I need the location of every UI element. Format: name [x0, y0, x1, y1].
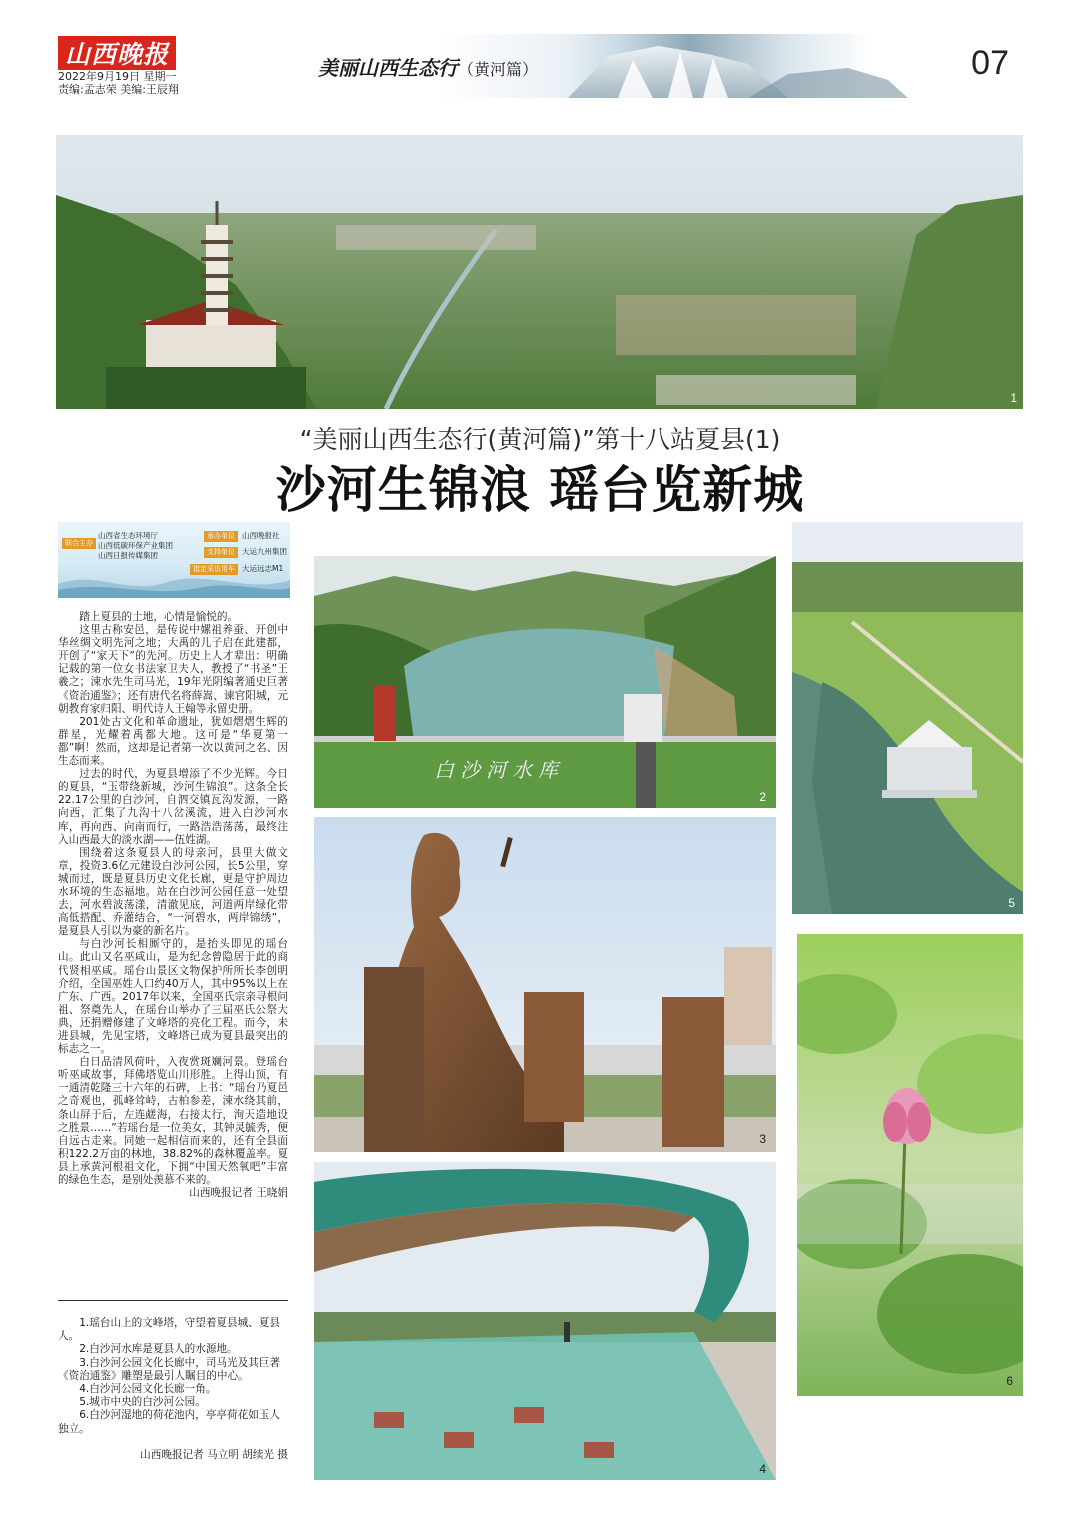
article-paragraph: 过去的时代，为夏县增添了不少光辉。今日的夏县，“玉带绕新城，沙河生锦浪”。这条全长22.17公里的白沙河，自泗交镇瓦沟发源，一路向西，汇集了九沟十八岔溪流，进入白沙河水库，再向西、向南而行，一路浩浩荡荡，最终注入山西最大的淡水湖——伍姓湖。: [58, 768, 288, 846]
newspaper-logo: 山西晚报: [58, 36, 176, 70]
article-paragraph: 白日品清风荷叶，入夜赏斑斓河景。登瑶台听巫咸故事，拜佛塔览山川形胜。上得山顶，有一通清乾隆三十六年的石碑，上书：“瑶台乃夏邑之奇观也，孤峰耸峙，古柏参差，涑水绕其前，条山屏于后，左连鹾海，右接太行，洵天造地设之胜景……”若瑶台是一位美女，其钟灵毓秀，便自远古走来。同她一起相信而来的，还有全县面积122.2万亩的林地，38.82%的森林覆盖率。夏县上承黄河根祖文化，下拥“中国天然氧吧”丰富的绿色生态，是别处羡慕不来的。: [58, 1056, 288, 1187]
organizer-3: 山西日报传媒集团: [98, 551, 158, 560]
article-paragraph: 201处古文化和革命遗址，犹如熠熠生辉的群星，光耀着禹都大地。这可是“华夏第一都”啊！然而，这却是记者第一次以黄河之名、因生态而来。: [58, 715, 288, 768]
article-paragraph: 与白沙河长相厮守的，是抬头即见的瑶台山。此山又名巫咸山，是为纪念曾隐居于此的商代贤相巫咸。瑶台山景区文物保护所所长李创明介绍，全国巫姓人口约40万人，其中95%以上在广东、广西。2017年以来，全国巫氏宗亲寻根问祖、祭奠先人，在瑶台山举办了三届巫氏公祭大典，还捐赠修建了文峰塔的亮化工程。而今，未进县城，先见宝塔，文峰塔已成为夏县最突出的标志之一。: [58, 938, 288, 1056]
host-tag: 承办单位: [204, 531, 238, 542]
organizers-tag: 联合主办: [62, 538, 96, 549]
photo-4-arch-sculpture: [314, 1162, 776, 1480]
photo-number: 5: [1008, 896, 1015, 910]
photo-number: 3: [759, 1132, 766, 1146]
photo-6-lotus: [797, 934, 1023, 1396]
organizer-1: 山西省生态环境厅: [98, 531, 158, 540]
editors-credit: 责编:孟志荣 美编:王辰翔: [58, 83, 179, 96]
photo-number: 6: [1006, 1374, 1013, 1388]
caption-item: 5.城市中央的白沙河公园。: [79, 1396, 206, 1409]
wave-graphic: [58, 570, 290, 598]
organizer-2: 山西低碳环保产业集团: [98, 541, 173, 550]
photo-credit: 山西晚报记者 马立明 胡续光 摄: [140, 1449, 288, 1461]
photo-number: 2: [759, 790, 766, 804]
sponsor-box: [58, 522, 290, 598]
photo-2-reservoir: [314, 556, 776, 808]
caption-item: 6.白沙河湿地的荷花池内，亭亭荷花如玉人独立。: [58, 1409, 280, 1435]
caption-divider: [58, 1300, 288, 1301]
photo-number: 1: [1010, 391, 1017, 405]
column-subtitle: （黄河篇）: [458, 60, 539, 79]
article-paragraph: 踏上夏县的土地，心情是愉悦的。: [79, 611, 239, 623]
host-name: 山西晚报社: [242, 531, 280, 540]
photo-5-park-pavilion: [792, 522, 1023, 914]
support-name: 大运九州集团: [242, 547, 287, 556]
column-banner: [188, 34, 1023, 98]
column-title: 美丽山西生态行（黄河篇）: [318, 56, 539, 80]
article-body: [58, 611, 288, 1200]
reservoir-sign-text: 白沙河水库: [434, 758, 564, 782]
photo-captions: [58, 1317, 288, 1436]
article-paragraph: 围绕着这条夏县人的母亲河，县里大做文章，投资3.6亿元建设白沙河公园，长5公里，穿城而过，既是夏县历史文化长廊，更是守护周边水环境的生态福地。站在白沙河公园任意一处望去，河水碧波荡漾，清澈见底，河道两岸绿化带高低搭配、乔灌结合，“一河碧水，两岸锦绣”，是夏县人引以为豪的新名片。: [58, 846, 288, 938]
photo-number: 4: [759, 1462, 766, 1476]
issue-date: 2022年9月19日 星期一: [58, 70, 177, 83]
caption-item: 4.白沙河公园文化长廊一角。: [79, 1383, 217, 1396]
support-tag: 支持单位: [204, 547, 238, 558]
article-paragraph: 这里古称安邑，是传说中嫘祖养蚕、开创中华丝绸文明先河之地；大禹的儿子启在此建都，开创了“家天下”的先河。历史上人才辈出：明确记载的第一位女书法家卫夫人，教授了“书圣”王羲之；涑水先生司马光，19年光阴编著通史巨著《资治通鉴》；还有唐代名将薛嵩、谏官阳城，元朝教育家归阳、明代诗人王翰等永留史册。: [58, 624, 288, 715]
photo-1-panorama: [56, 135, 1023, 409]
car-name: 大运远志M1: [242, 564, 284, 573]
photo-3-statue: [314, 817, 776, 1152]
article-byline: 山西晚报记者 王晓娟: [189, 1187, 288, 1200]
headline: 沙河生锦浪 瑶台览新城: [275, 461, 805, 519]
page-number: 07: [971, 44, 1009, 82]
caption-item: 1.瑶台山上的文峰塔，守望着夏县城、夏县人。: [58, 1317, 280, 1343]
caption-item: 2.白沙河水库是夏县人的水源地。: [79, 1343, 238, 1356]
kicker: “美丽山西生态行(黄河篇)”第十八站夏县(1): [299, 425, 781, 454]
waterfall-banner-image: [188, 34, 1023, 98]
caption-item: 3.白沙河公园文化长廊中，司马光及其巨著《资治通鉴》雕塑是最引人瞩目的中心。: [58, 1356, 280, 1382]
car-tag: 指定采访用车: [190, 564, 238, 575]
